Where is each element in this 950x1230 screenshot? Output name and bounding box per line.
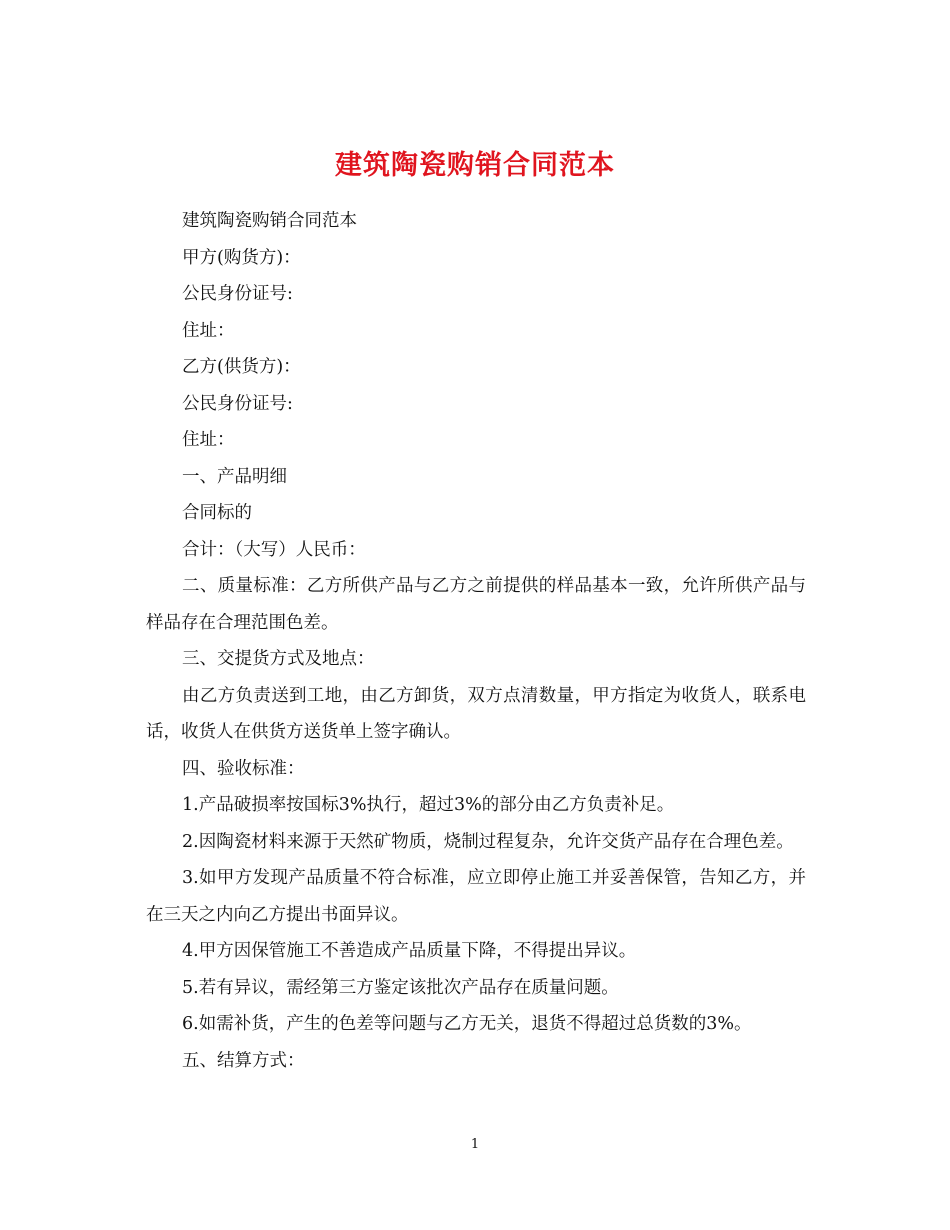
section-product-details: 一、产品明细 [182, 466, 287, 487]
acceptance-item-1: 1.产品破损率按国标3%执行，超过3%的部分由乙方负责补足。 [182, 795, 675, 815]
page-number: 1 [470, 1137, 480, 1152]
party-a-address: 住址： [182, 320, 235, 341]
acceptance-item-3: 3.如甲方发现产品质量不符合标准，应立即停止施工并妥善保管，告知乙方，并在三天之内向乙方提出书面异议。 [146, 868, 806, 925]
contract-subject: 合同标的 [182, 503, 252, 523]
party-b-address: 住址： [182, 430, 235, 450]
party-b-label: 乙方(供货方)： [182, 357, 301, 377]
party-a-label: 甲方(购货方)： [182, 247, 301, 268]
section-quality-standard: 二、质量标准：乙方所供产品与乙方之前提供的样品基本一致，允许所供产品与样品存在合理范围色差。 [146, 576, 806, 633]
acceptance-item-2: 2.因陶瓷材料来源于天然矿物质，烧制过程复杂，允许交货产品存在合理色差。 [182, 831, 794, 852]
delivery-details: 由乙方负责送到工地，由乙方卸货，双方点清数量，甲方指定为收货人，联系电话，收货人在供货方送货单上签字确认。 [146, 685, 806, 742]
acceptance-item-4: 4.甲方因保管施工不善造成产品质量下降，不得提出异议。 [182, 941, 637, 961]
party-b-id-number: 公民身份证号: [182, 393, 293, 414]
paragraph-heading: 建筑陶瓷购销合同范本 [182, 211, 357, 231]
document-title: 建筑陶瓷购销合同范本 [335, 150, 615, 182]
total-amount: 合计：（大写）人民币： [182, 539, 366, 560]
section-acceptance: 四、验收标准： [182, 758, 305, 779]
acceptance-item-5: 5.若有异议，需经第三方鉴定该批次产品存在质量问题。 [182, 977, 619, 998]
acceptance-item-6: 6.如需补货，产生的色差等问题与乙方无关，退货不得超过总货数的3%。 [182, 1014, 752, 1034]
party-a-id-number: 公民身份证号: [182, 284, 293, 304]
section-settlement: 五、结算方式： [182, 1050, 305, 1071]
document-body [146, 203, 806, 1079]
section-delivery: 三、交提货方式及地点： [182, 649, 375, 669]
